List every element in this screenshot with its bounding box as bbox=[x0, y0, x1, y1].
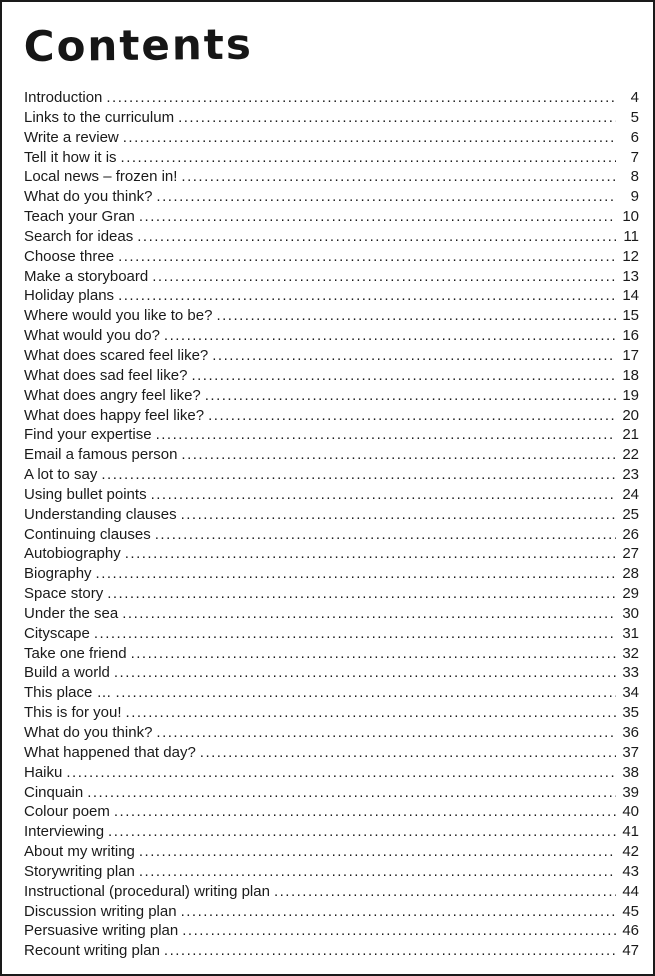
toc-entry-label: This place … bbox=[24, 684, 112, 702]
toc-entry-label: Local news – frozen in! bbox=[24, 168, 178, 186]
dot-leader bbox=[110, 663, 616, 683]
toc-entry bbox=[24, 802, 639, 822]
toc-entry-page-number: 9 bbox=[630, 188, 639, 206]
toc-entry-page-number: 34 bbox=[622, 684, 639, 702]
toc-entry-page-number: 17 bbox=[622, 346, 639, 364]
toc-entry-page-number: 13 bbox=[622, 267, 639, 285]
toc-entry-label: Make a storyboard bbox=[24, 267, 149, 285]
toc-entry bbox=[24, 227, 639, 247]
toc-entry-label: Haiku bbox=[24, 763, 63, 781]
toc-entry-label: Introduction bbox=[24, 89, 103, 106]
toc-entry-label: Cityscape bbox=[24, 624, 90, 642]
dot-leader bbox=[208, 346, 616, 366]
toc-entry bbox=[24, 148, 639, 168]
dot-leader bbox=[177, 505, 616, 525]
toc-entry-page-number: 36 bbox=[622, 724, 639, 741]
toc-entry-label: What does scared feel like? bbox=[24, 346, 209, 364]
dot-leader bbox=[119, 128, 616, 148]
toc-entry-label: Using bullet points bbox=[24, 485, 147, 503]
toc-entry bbox=[24, 485, 639, 505]
toc-entry-page-number: 4 bbox=[630, 89, 639, 106]
dot-leader bbox=[201, 386, 616, 406]
toc-entry bbox=[24, 425, 639, 445]
toc-entry-page-number: 10 bbox=[622, 208, 639, 226]
toc-entry bbox=[24, 862, 639, 882]
toc-entry-label: Interviewing bbox=[24, 823, 105, 841]
toc-entry-page-number: 44 bbox=[622, 882, 639, 900]
toc-entry-label: Recount writing plan bbox=[24, 942, 160, 960]
dot-leader bbox=[204, 406, 616, 426]
toc-entry bbox=[24, 544, 639, 564]
toc-entry-label: Understanding clauses bbox=[24, 505, 177, 523]
toc-entry-page-number: 42 bbox=[622, 843, 639, 861]
toc-entry-label: Cinquain bbox=[24, 783, 84, 801]
dot-leader bbox=[212, 306, 616, 326]
toc-entry-label: Links to the curriculum bbox=[24, 108, 175, 126]
toc-entry-page-number: 33 bbox=[622, 664, 639, 682]
toc-entry bbox=[24, 346, 639, 366]
toc-entry-label: Take one friend bbox=[24, 644, 127, 662]
toc-entry bbox=[24, 366, 639, 386]
toc-entry-page-number: 14 bbox=[622, 287, 639, 305]
dot-leader bbox=[122, 703, 616, 723]
toc-entry-page-number: 35 bbox=[622, 704, 639, 722]
toc-entry-page-number: 29 bbox=[622, 585, 639, 603]
toc-entry-page-number: 46 bbox=[622, 922, 639, 940]
toc-entry bbox=[24, 882, 639, 902]
dot-leader bbox=[83, 783, 616, 803]
toc-entry bbox=[24, 584, 639, 604]
toc-entry bbox=[24, 703, 639, 723]
toc-entry-label: Discussion writing plan bbox=[24, 902, 177, 920]
dot-leader bbox=[151, 525, 616, 545]
dot-leader bbox=[102, 88, 616, 108]
dot-leader bbox=[177, 445, 616, 465]
toc-entry bbox=[24, 445, 639, 465]
toc-entry-page-number: 16 bbox=[622, 327, 639, 345]
toc-entry-label: Tell it how it is bbox=[24, 148, 117, 166]
toc-entry-page-number: 30 bbox=[622, 604, 639, 622]
toc-entry bbox=[24, 187, 639, 207]
toc-entry-page-number: 43 bbox=[622, 862, 639, 880]
toc-entry bbox=[24, 167, 639, 187]
dot-leader bbox=[97, 465, 616, 485]
toc-entry-page-number: 38 bbox=[622, 763, 639, 781]
toc-entry-page-number: 7 bbox=[630, 148, 639, 166]
toc-entry-label: Email a famous person bbox=[24, 446, 178, 464]
toc-entry-label: Biography bbox=[24, 565, 92, 583]
toc-entry-page-number: 6 bbox=[630, 128, 639, 146]
toc-entry-page-number: 45 bbox=[622, 902, 639, 920]
toc-entry bbox=[24, 525, 639, 545]
toc-entry-page-number: 25 bbox=[622, 505, 639, 523]
toc-entry-page-number: 47 bbox=[622, 942, 639, 960]
toc-entry bbox=[24, 326, 639, 346]
dot-leader bbox=[135, 207, 616, 227]
toc-entry-label: Persuasive writing plan bbox=[24, 922, 179, 940]
toc-entry bbox=[24, 663, 639, 683]
toc-entry bbox=[24, 902, 639, 922]
toc-entry bbox=[24, 267, 639, 287]
toc-entry-page-number: 15 bbox=[622, 307, 639, 325]
toc-entry-page-number: 18 bbox=[622, 366, 639, 384]
dot-leader bbox=[114, 247, 616, 267]
dot-leader bbox=[114, 286, 616, 306]
toc-entry bbox=[24, 108, 639, 128]
toc-entry-page-number: 31 bbox=[622, 624, 639, 642]
dot-leader bbox=[104, 822, 616, 842]
dot-leader bbox=[121, 544, 616, 564]
dot-leader bbox=[133, 227, 616, 247]
dot-leader bbox=[160, 941, 616, 961]
toc-entry bbox=[24, 128, 639, 148]
toc-entry-label: What do you think? bbox=[24, 188, 153, 206]
toc-entry bbox=[24, 286, 639, 306]
toc-entry-page-number: 27 bbox=[622, 545, 639, 563]
toc-entry-label: About my writing bbox=[24, 843, 135, 861]
dot-leader bbox=[174, 108, 616, 128]
toc-entry-label: Build a world bbox=[24, 664, 110, 682]
dot-leader bbox=[160, 326, 616, 346]
dot-leader bbox=[152, 187, 616, 207]
dot-leader bbox=[177, 167, 616, 187]
toc-entry-page-number: 24 bbox=[622, 485, 639, 503]
toc-entry bbox=[24, 247, 639, 267]
toc-entry bbox=[24, 207, 639, 227]
toc-entry-label: What would you do? bbox=[24, 327, 160, 345]
toc-entry-page-number: 11 bbox=[623, 227, 639, 245]
toc-entry-label: A lot to say bbox=[24, 466, 98, 484]
toc-entry-page-number: 21 bbox=[622, 426, 639, 444]
toc-entry-label: Continuing clauses bbox=[24, 525, 151, 543]
toc-entry-label: Search for ideas bbox=[24, 227, 134, 245]
dot-leader bbox=[152, 425, 616, 445]
toc-entry bbox=[24, 604, 639, 624]
toc-entry-label: Storywriting plan bbox=[24, 862, 135, 880]
toc-entry-page-number: 19 bbox=[622, 386, 639, 404]
toc-entry-label: Space story bbox=[24, 585, 104, 603]
dot-leader bbox=[135, 862, 616, 882]
page-title: Contents bbox=[23, 19, 254, 72]
toc-entry-label: What do you think? bbox=[24, 724, 153, 741]
toc-entry-page-number: 40 bbox=[622, 803, 639, 821]
toc-entry-label: What does happy feel like? bbox=[24, 406, 205, 424]
toc-entry-label: Instructional (procedural) writing plan bbox=[24, 882, 270, 900]
dot-leader bbox=[147, 485, 616, 505]
toc-entry-page-number: 41 bbox=[622, 823, 639, 841]
toc-entry-page-number: 22 bbox=[622, 446, 639, 464]
dot-leader bbox=[112, 683, 616, 703]
toc-entry bbox=[24, 505, 639, 525]
toc-entry-label: Under the sea bbox=[24, 604, 119, 622]
toc-entry-page-number: 37 bbox=[622, 743, 639, 761]
toc-entry-page-number: 32 bbox=[622, 644, 639, 662]
toc-entry-label: Teach your Gran bbox=[24, 208, 135, 226]
toc-entry bbox=[24, 624, 639, 644]
dot-leader bbox=[110, 802, 616, 822]
toc-entry bbox=[24, 783, 639, 803]
dot-leader bbox=[135, 842, 616, 862]
toc-entry bbox=[24, 88, 639, 108]
toc-entry-page-number: 5 bbox=[630, 108, 639, 126]
toc-entry-label: Autobiography bbox=[24, 545, 121, 563]
dot-leader bbox=[103, 584, 616, 604]
dot-leader bbox=[92, 564, 616, 584]
toc-entry bbox=[24, 723, 639, 743]
toc-entry-label: Choose three bbox=[24, 247, 115, 265]
dot-leader bbox=[90, 624, 616, 644]
dot-leader bbox=[187, 366, 616, 386]
toc-entry bbox=[24, 763, 639, 783]
dot-leader bbox=[177, 902, 616, 922]
dot-leader bbox=[118, 604, 616, 624]
toc-entry-label: Find your expertise bbox=[24, 426, 152, 444]
toc-entry-label: This is for you! bbox=[24, 704, 122, 722]
toc-entry bbox=[24, 743, 639, 763]
toc-entry bbox=[24, 644, 639, 664]
toc-entry-page-number: 12 bbox=[622, 247, 639, 265]
toc-entry bbox=[24, 842, 639, 862]
toc-entry bbox=[24, 386, 639, 406]
toc-entry-label: Write a review bbox=[24, 128, 119, 146]
toc-entry-label: Holiday plans bbox=[24, 287, 115, 305]
toc-entry bbox=[24, 822, 639, 842]
toc-entry-page-number: 8 bbox=[630, 168, 639, 186]
dot-leader bbox=[178, 921, 616, 941]
toc-entry-label: Colour poem bbox=[24, 803, 110, 821]
toc-entry bbox=[24, 564, 639, 584]
toc-entry bbox=[24, 683, 639, 703]
toc-list bbox=[24, 88, 639, 961]
dot-leader bbox=[196, 743, 616, 763]
dot-leader bbox=[127, 644, 616, 664]
toc-entry-label: What does angry feel like? bbox=[24, 386, 201, 404]
toc-entry-page-number: 39 bbox=[622, 783, 639, 801]
toc-entry-page-number: 20 bbox=[622, 406, 639, 424]
toc-entry-page-number: 28 bbox=[622, 565, 639, 583]
dot-leader bbox=[148, 267, 616, 287]
toc-entry bbox=[24, 306, 639, 326]
toc-entry bbox=[24, 921, 639, 941]
toc-entry-label: What happened that day? bbox=[24, 743, 196, 761]
toc-entry bbox=[24, 941, 639, 961]
dot-leader bbox=[62, 763, 616, 783]
toc-entry-label: What does sad feel like? bbox=[24, 366, 188, 384]
dot-leader bbox=[270, 882, 616, 902]
toc-entry-label: Where would you like to be? bbox=[24, 307, 213, 325]
toc-entry bbox=[24, 465, 639, 485]
dot-leader bbox=[117, 148, 616, 168]
dot-leader bbox=[152, 723, 616, 743]
toc-entry bbox=[24, 406, 639, 426]
toc-entry-page-number: 26 bbox=[622, 525, 639, 543]
toc-entry-page-number: 23 bbox=[622, 466, 639, 484]
